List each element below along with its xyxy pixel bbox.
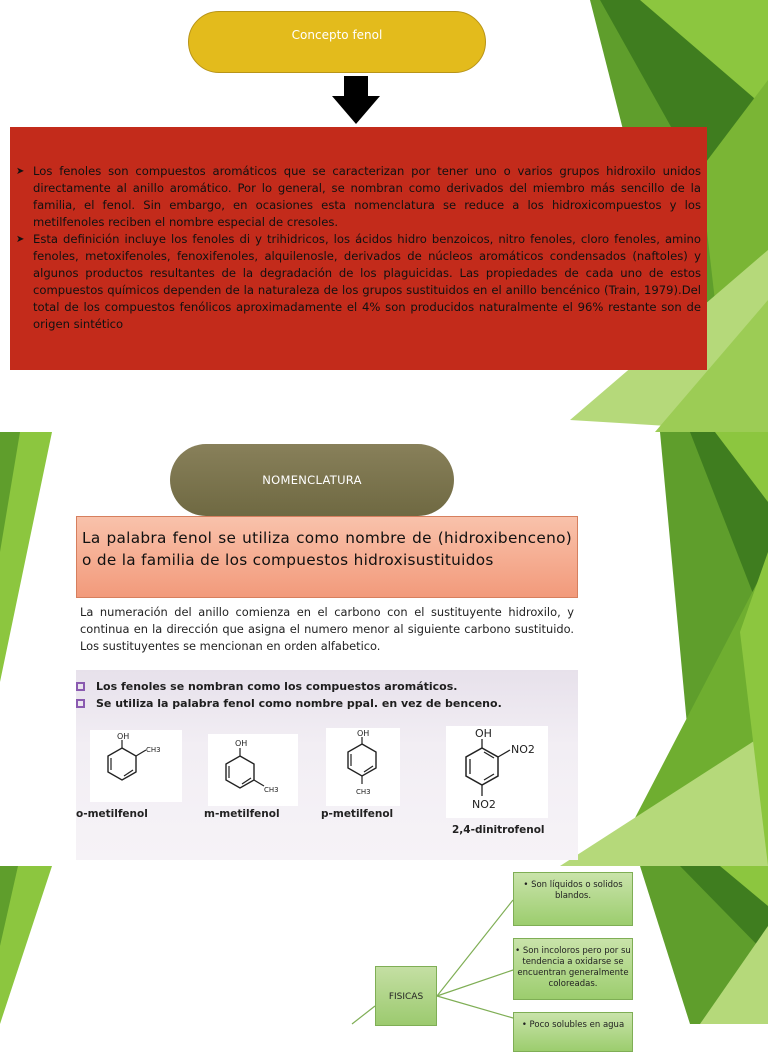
title-nomenclatura: NOMENCLATURA <box>170 444 454 516</box>
dinitrofenol-structure <box>446 726 548 818</box>
definition-bullet <box>16 231 701 333</box>
fisicas-node: FISICAS <box>375 966 437 1026</box>
molecule-name: p-metilfenol <box>321 808 394 820</box>
definition-text: Esta definición incluye los fenoles di y trihidricos, los ácidos hidro benzoicos, nitro fenoles, cloro fenoles, amino fenoles, metoxifenoles, fenoxifenoles, alquilenosle, derivados de núcleos aromáticos condensados (naftoles) y algunos productos resultantes de la degradación de los plaguicidas. Las propiedades de cada uno de estos compuestos químicos dependen de la naturaleza de los grupos sustituidos en el anillo bencénico (Train, 1979).Del total de los compuestos fenólicos aproximadamente el 4% son producidos naturalmente el 96% restante son de origen sintético <box>33 232 701 331</box>
arrow-bullet-icon: ➤ <box>16 234 25 245</box>
svg-text:NO2: NO2 <box>472 798 496 811</box>
phenol-naming-image <box>76 670 578 860</box>
molecule-card <box>326 728 400 806</box>
molecule-card <box>446 726 548 818</box>
highlight-box: La palabra fenol se utiliza como nombre de (hidroxibenceno) o de la familia de los compuestos hidroxisustituidos <box>76 516 578 598</box>
slide-propiedades-fisicas <box>0 866 768 1030</box>
molecule-name: o-metilfenol <box>76 808 148 820</box>
p-metilfenol-structure <box>326 728 400 806</box>
definition-box <box>10 127 707 370</box>
svg-text:OH: OH <box>117 732 130 741</box>
square-bullet-icon <box>76 699 85 708</box>
arrow-bullet-icon: ➤ <box>16 166 25 177</box>
image-bullet: Los fenoles se nombran como los compuestos aromáticos. <box>76 680 457 693</box>
molecule-name: 2,4-dinitrofenol <box>452 824 545 836</box>
slide-nomenclatura <box>0 432 768 866</box>
molecule-card <box>208 734 298 806</box>
svg-text:OH: OH <box>235 739 248 748</box>
arrow-down-icon <box>330 74 382 126</box>
definition-text: Los fenoles son compuestos aromáticos que se caracterizan por tener uno o varios grupos hidroxilo unidos directamente al anillo aromático. Por lo general, se nombran como derivados del miembro más sencillo de la familia, el fenol. Sin embargo, en ocasiones esta nomenclatura se reduce a los hidroxicompuestos y los metilfenoles reciben el nombre especial de cresoles. <box>33 164 701 229</box>
molecule-card <box>90 730 182 802</box>
svg-text:NO2: NO2 <box>511 743 535 756</box>
m-metilfenol-structure <box>208 734 298 806</box>
svg-text:CH3: CH3 <box>146 746 161 754</box>
svg-text:OH: OH <box>475 727 492 740</box>
svg-text:CH3: CH3 <box>356 788 371 796</box>
square-bullet-icon <box>76 682 85 691</box>
numbering-paragraph: La numeración del anillo comienza en el carbono con el sustituyente hidroxilo, y continua en la dirección que asigna el numero menor al siguiente carbono sustituido. Los sustituyentes se mencionan en orden alfabetico. <box>80 605 574 653</box>
image-bullet: Se utiliza la palabra fenol como nombre ppal. en vez de benceno. <box>76 697 502 710</box>
definition-bullet <box>16 163 701 231</box>
svg-text:OH: OH <box>357 729 370 738</box>
molecule-name: m-metilfenol <box>204 808 280 820</box>
title-concepto-fenol: Concepto fenol <box>188 11 486 73</box>
property-node: • Son incoloros pero por su tendencia a oxidarse se encuentran generalmente coloreadas. <box>513 938 633 1000</box>
property-node: • Poco solubles en agua <box>513 1012 633 1052</box>
slide-concepto-fenol <box>0 0 768 432</box>
o-metilfenol-structure <box>90 730 182 802</box>
svg-text:CH3: CH3 <box>264 786 279 794</box>
property-node: • Son líquidos o solidos blandos. <box>513 872 633 926</box>
